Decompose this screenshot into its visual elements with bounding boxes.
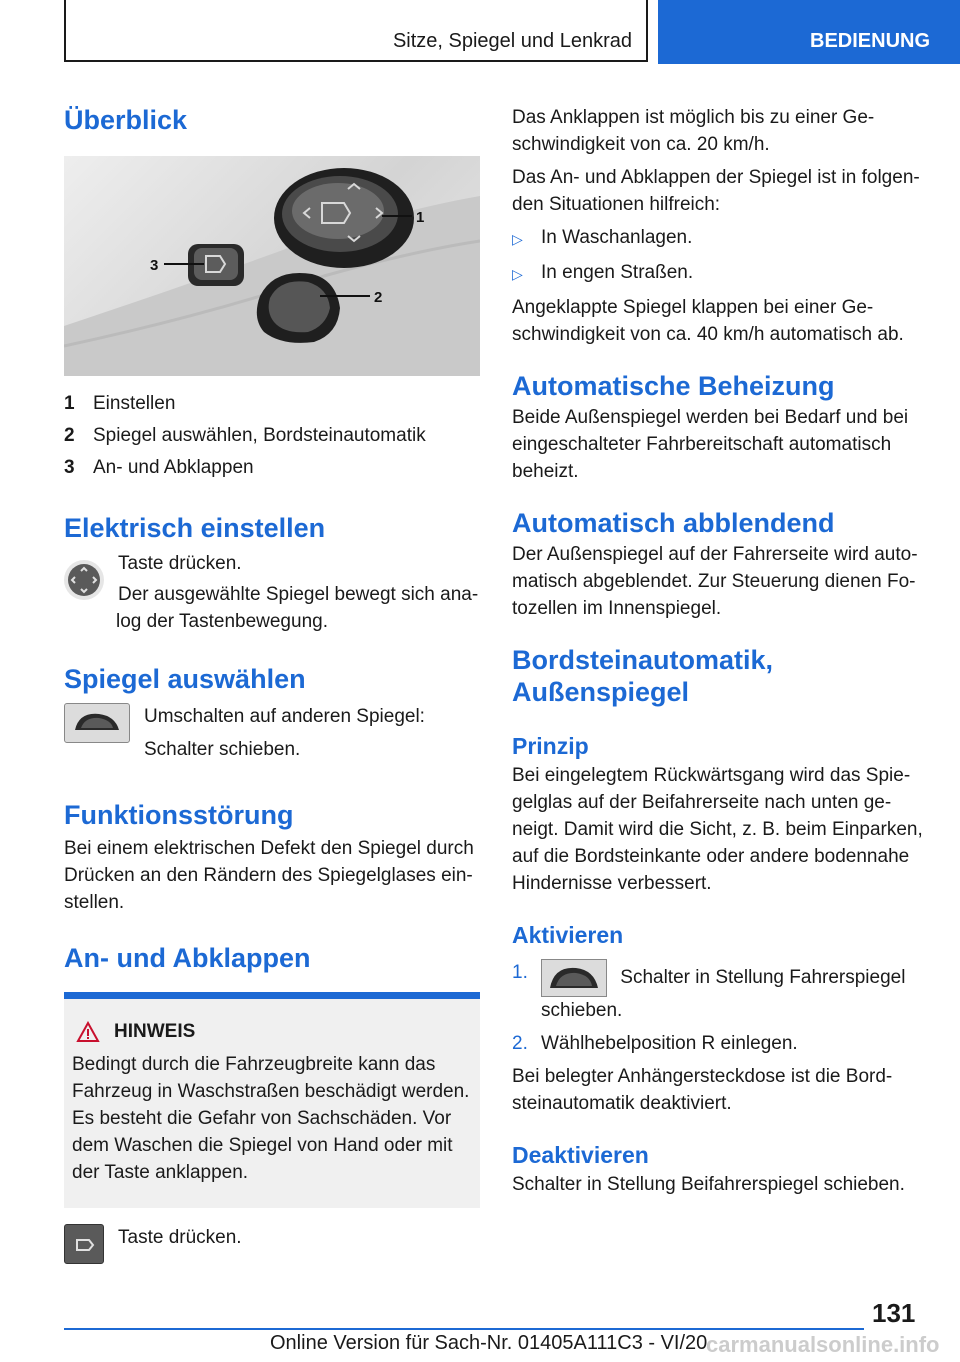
fold-speed-text: Das Anklappen ist möglich bis zu einer Ge-schwindigkeit von ca. 20 km/h. [512, 107, 875, 155]
dimming-text: Der Außenspiegel auf der Fahrerseite wird auto-matisch abgeblendet. Zur Steuerung dienen Fo-tozellen im Innenspiegel. [512, 544, 918, 619]
notice-label: HINWEIS [114, 1021, 196, 1042]
online-version-text: Online Version für Sach-Nr. 01405A111C3 - VI/20 [270, 1332, 708, 1354]
heating-text: Beide Außenspiegel werden bei Bedarf und bei eingeschalteter Fahrbereitschaft automatisch beheizt. [512, 407, 909, 482]
activate-heading: Aktivieren [512, 922, 624, 948]
deactivate-text: Schalter in Stellung Beifahrerspiegel schieben. [512, 1174, 905, 1195]
photo-legend [64, 388, 480, 484]
legend-item [64, 452, 480, 484]
electric-adjust-heading: Elektrisch einstellen [64, 513, 326, 543]
step-text: Schalter in Stellung Fahrerspiegel schieben. [541, 967, 906, 1021]
step-number: 2. [512, 1033, 528, 1054]
right-column [512, 104, 926, 1198]
bullet-text: In engen Straßen. [541, 262, 694, 283]
mirror-switch-icon [64, 703, 130, 743]
header-section-box [64, 0, 648, 62]
legend-text: An- und Abklappen [93, 457, 254, 478]
fold-step: Taste drücken. [118, 1227, 242, 1248]
callout-2: 2 [374, 289, 383, 306]
malfunction-text: Bei einem elektrischen Defekt den Spiegel durch Drücken an den Rändern des Spiegelglases ein-stellen. [64, 838, 474, 913]
select-mirror-block [64, 703, 480, 763]
principle-text: Bei eingelegtem Rückwärtsgang wird das Spie-gelglas auf der Beifahrerseite nach unten ge-neigt. Damit wird die Sicht, z. B. beim Einparken, auf die Bordsteinkante oder andere bodennahe Hindernisse verbessert. [512, 765, 923, 894]
fold-button-icon [64, 1224, 104, 1264]
mirror-switch-icon [541, 959, 607, 997]
list-item [512, 259, 926, 288]
section-title: Sitze, Spiegel und Lenkrad [392, 30, 632, 52]
electric-adjust-block [64, 550, 480, 635]
footer-divider [64, 1328, 864, 1330]
legend-number: 2 [64, 425, 75, 446]
callout-1: 1 [416, 209, 425, 226]
bullet-triangle-icon: ▷ [512, 266, 523, 282]
page-number: 131 [872, 1298, 916, 1328]
legend-number: 3 [64, 457, 75, 478]
dimming-heading: Automatisch abblendend [512, 508, 835, 538]
watermark: carmanualsonline.info [706, 1332, 940, 1357]
mirror-controls-photo [64, 156, 480, 376]
left-column [64, 96, 480, 1264]
deactivate-heading: Deaktivieren [512, 1142, 649, 1168]
adjust-button-icon [64, 560, 104, 600]
electric-step-2: Der ausgewählte Spiegel bewegt sich ana-log der Tastenbewegung. [116, 584, 479, 632]
fold-auto-text: Angeklappte Spiegel klappen bei einer Ge-schwindigkeit von ca. 40 km/h automatisch ab. [512, 297, 904, 345]
list-item [512, 224, 926, 253]
malfunction-heading: Funktionsstörung [64, 800, 294, 830]
principle-heading: Prinzip [512, 733, 589, 759]
notice-header [72, 1021, 472, 1043]
select-step-1: Umschalten auf anderen Spiegel: [144, 706, 425, 727]
curb-heading-line-2: Außenspiegel [512, 677, 690, 707]
step-number: 1. [512, 962, 528, 983]
fold-step-block [64, 1224, 480, 1264]
chapter-tab [658, 0, 960, 64]
legend-number: 1 [64, 393, 75, 414]
list-item [512, 1030, 926, 1057]
list-item [512, 959, 926, 1024]
step-text: Wählhebelposition R einlegen. [541, 1033, 798, 1054]
chapter-label: BEDIENUNG [810, 30, 931, 52]
callout-3: 3 [150, 257, 159, 274]
legend-text: Einstellen [93, 393, 176, 414]
legend-item [64, 388, 480, 420]
legend-item [64, 420, 480, 452]
fold-helpful-text: Das An- und Abklappen der Spiegel ist in folgen-den Situationen hilfreich: [512, 167, 920, 215]
activate-note: Bei belegter Anhängersteckdose ist die Bord-steinautomatik deaktiviert. [512, 1066, 893, 1114]
select-step-2: Schalter schieben. [144, 739, 301, 760]
notice-text: Bedingt durch die Fahrzeugbreite kann das Fahrzeug in Waschstraßen beschädigt werden. Es besteht die Gefahr von Sachschäden. Vor dem Waschen die Spiegel von Hand oder mit der Taste anklappen. [72, 1054, 470, 1183]
step-text-wrap [541, 959, 926, 1024]
heating-heading: Automatische Beheizung [512, 371, 835, 401]
mirror-controls-illustration [64, 156, 480, 376]
legend-text: Spiegel auswählen, Bordsteinautomatik [93, 425, 426, 446]
bullet-triangle-icon: ▷ [512, 231, 523, 247]
electric-step-1: Taste drücken. [118, 553, 242, 574]
overview-heading: Überblick [64, 105, 188, 135]
bullet-text: In Waschanlagen. [541, 227, 693, 248]
warning-triangle-icon [76, 1021, 100, 1043]
warning-notice [64, 992, 480, 1208]
select-mirror-heading: Spiegel auswählen [64, 664, 306, 694]
curb-heading-line-1: Bordsteinautomatik, [512, 645, 774, 675]
fold-heading: An- und Abklappen [64, 943, 311, 973]
